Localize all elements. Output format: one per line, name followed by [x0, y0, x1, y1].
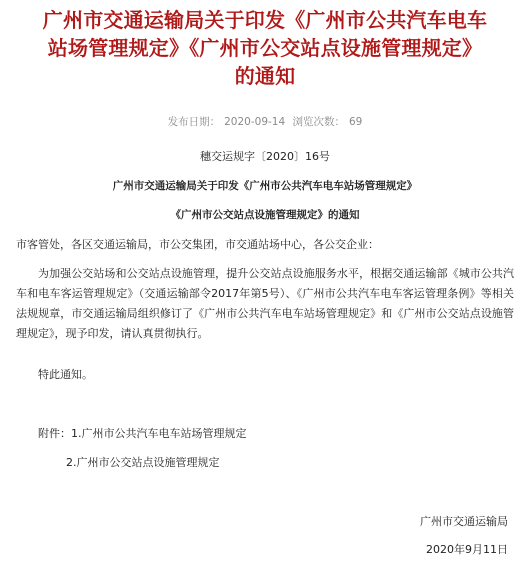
salutation: 市客管处，各区交通运输局，市公交集团，市交通站场中心，各公交企业： [16, 238, 379, 251]
signature-date: 2020年9月11日 [426, 543, 508, 556]
signature: 广州市交通运输局 [420, 515, 508, 528]
page-title [10, 6, 520, 90]
closing-notice: 特此通知。 [38, 368, 93, 381]
attachment-link-1[interactable]: 附件：1.广州市公共汽车电车站场管理规定 [38, 427, 247, 440]
subtitle-line-2: 《广州市公交站点设施管理规定》的通知 [170, 209, 360, 221]
title-line-1: 广州市交通运输局关于印发《广州市公共汽车电车 [42, 8, 488, 32]
views-count: 69 [349, 116, 363, 128]
publish-date: 2020-09-14 [224, 116, 286, 128]
body-paragraph: 为加强公交站场和公交站点设施管理，提升公交站点设施服务水平，根据交通运输部《城市公共汽车和电车客运管理规定》（交通运输部令2017年第5号）、《广州市公共汽车电车客运管理条例》等相关法规规章，市交通运输局组织修订了《广州市公共汽车电车站场管理规定》和《广州市公交站点设施管理规定》，现予印发，请认真贯彻执行。 [16, 267, 514, 340]
title-line-2: 站场管理规定》《广州市公交站点设施管理规定》 [47, 36, 483, 60]
article-meta [0, 114, 530, 130]
title-line-3: 的通知 [234, 64, 296, 88]
views-label: 浏览次数： [292, 116, 345, 128]
publish-date-label: 发布日期： [167, 116, 221, 128]
subtitle-line-1: 广州市交通运输局关于印发《广州市公共汽车电车站场管理规定》 [112, 180, 418, 192]
document-number: 穗交运规字〔2020〕16号 [200, 150, 330, 163]
attachment-link-2[interactable]: 2.广州市公交站点设施管理规定 [66, 456, 220, 469]
